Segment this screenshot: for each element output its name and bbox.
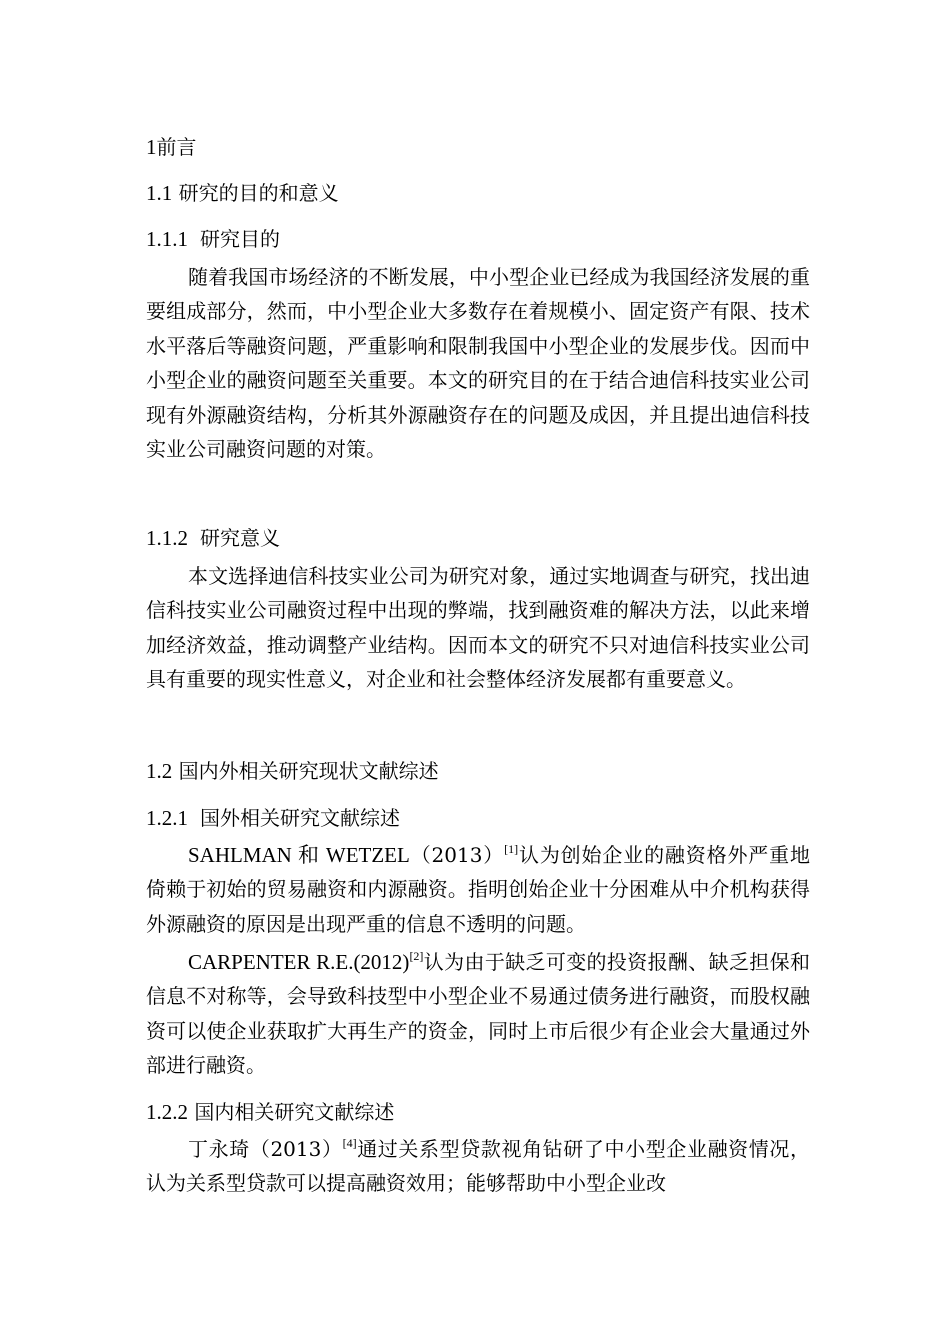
- paragraph-foreign-review-1: [146, 838, 810, 941]
- heading-title: 国内外相关研究现状文献综述: [178, 759, 439, 783]
- heading-title: 研究意义: [200, 526, 280, 550]
- heading-title: 国外相关研究文献综述: [200, 806, 400, 830]
- citation-ref: [1]: [504, 842, 519, 856]
- citation-ref: [2]: [409, 949, 424, 963]
- paragraph-research-purpose: 随着我国市场经济的不断发展，中小型企业已经成为我国经济发展的重要组成部分，然而，中小型企业大多数存在着规模小、固定资产有限、技术水平落后等融资问题，严重影响和限制我国中小型企业的发展步伐。因而中小型企业的融资问题至关重要。本文的研究目的在于结合迪信科技实业公司现有外源融资结构，分析其外源融资存在的问题及成因，并且提出迪信科技实业公司融资问题的对策。: [146, 265, 810, 462]
- heading-title: 前言: [156, 135, 197, 159]
- paragraph-text: 通过关系型贷款视角钻研了中小型企业融资情况，认为关系型贷款可以提高融资效用；能够帮助中小型企业改: [146, 1137, 811, 1196]
- heading-title: 国内相关研究文献综述: [194, 1100, 395, 1124]
- paragraph-domestic-review-1: [146, 1132, 810, 1201]
- heading-title: 研究目的: [200, 227, 280, 251]
- document-page: [146, 0, 810, 1344]
- citation-year: （2013）: [409, 843, 505, 867]
- heading-number: 1.2.2: [146, 1100, 188, 1124]
- heading-number: 1: [146, 135, 157, 159]
- paragraph-text: 认为由于缺乏可变的投资报酬、缺乏担保和信息不对称等，会导致科技型中小型企业不易通过债务进行融资，而股权融资可以使企业获取扩大再生产的资金，同时上市后很少有企业会大量通过外部进行融资。: [146, 950, 810, 1078]
- paragraph-research-significance: 本文选择迪信科技实业公司为研究对象，通过实地调查与研究，找出迪信科技实业公司融资过程中出现的弊端，找到融资难的解决方法，以此来增加经济效益，推动调整产业结构。因而本文的研究不只对迪信科技实业公司具有重要的现实性意义，对企业和社会整体经济发展都有重要意义。: [146, 564, 810, 692]
- paragraph-foreign-review-2: [146, 945, 810, 1083]
- heading-1-1: [146, 180, 339, 206]
- heading-1-1-1: [146, 226, 280, 252]
- heading-number: 1.2.1: [146, 806, 188, 830]
- heading-1-1-2: [146, 525, 280, 551]
- citation-author: 丁永琦: [188, 1137, 250, 1161]
- heading-1: [146, 134, 197, 160]
- heading-number: 1.1.1: [146, 227, 188, 251]
- citation-author: CARPENTER R.E.(2012): [188, 950, 410, 974]
- heading-number: 1.1.2: [146, 526, 188, 550]
- paragraph-text: 认为创始企业的融资格外严重地倚赖于初始的贸易融资和内源融资。指明创始企业十分困难从中介机构获得外源融资的原因是出现严重的信息不透明的问题。: [146, 843, 810, 936]
- heading-number: 1.2: [146, 759, 173, 783]
- citation-ref: [4]: [342, 1136, 357, 1150]
- heading-1-2-1: [146, 805, 400, 831]
- heading-1-2: [146, 758, 439, 784]
- citation-author: SAHLMAN 和 WETZEL: [188, 843, 410, 867]
- heading-title: 研究的目的和意义: [178, 181, 339, 205]
- heading-1-2-2: [146, 1099, 394, 1125]
- heading-number: 1.1: [146, 181, 173, 205]
- citation-year: （2013）: [249, 1137, 343, 1161]
